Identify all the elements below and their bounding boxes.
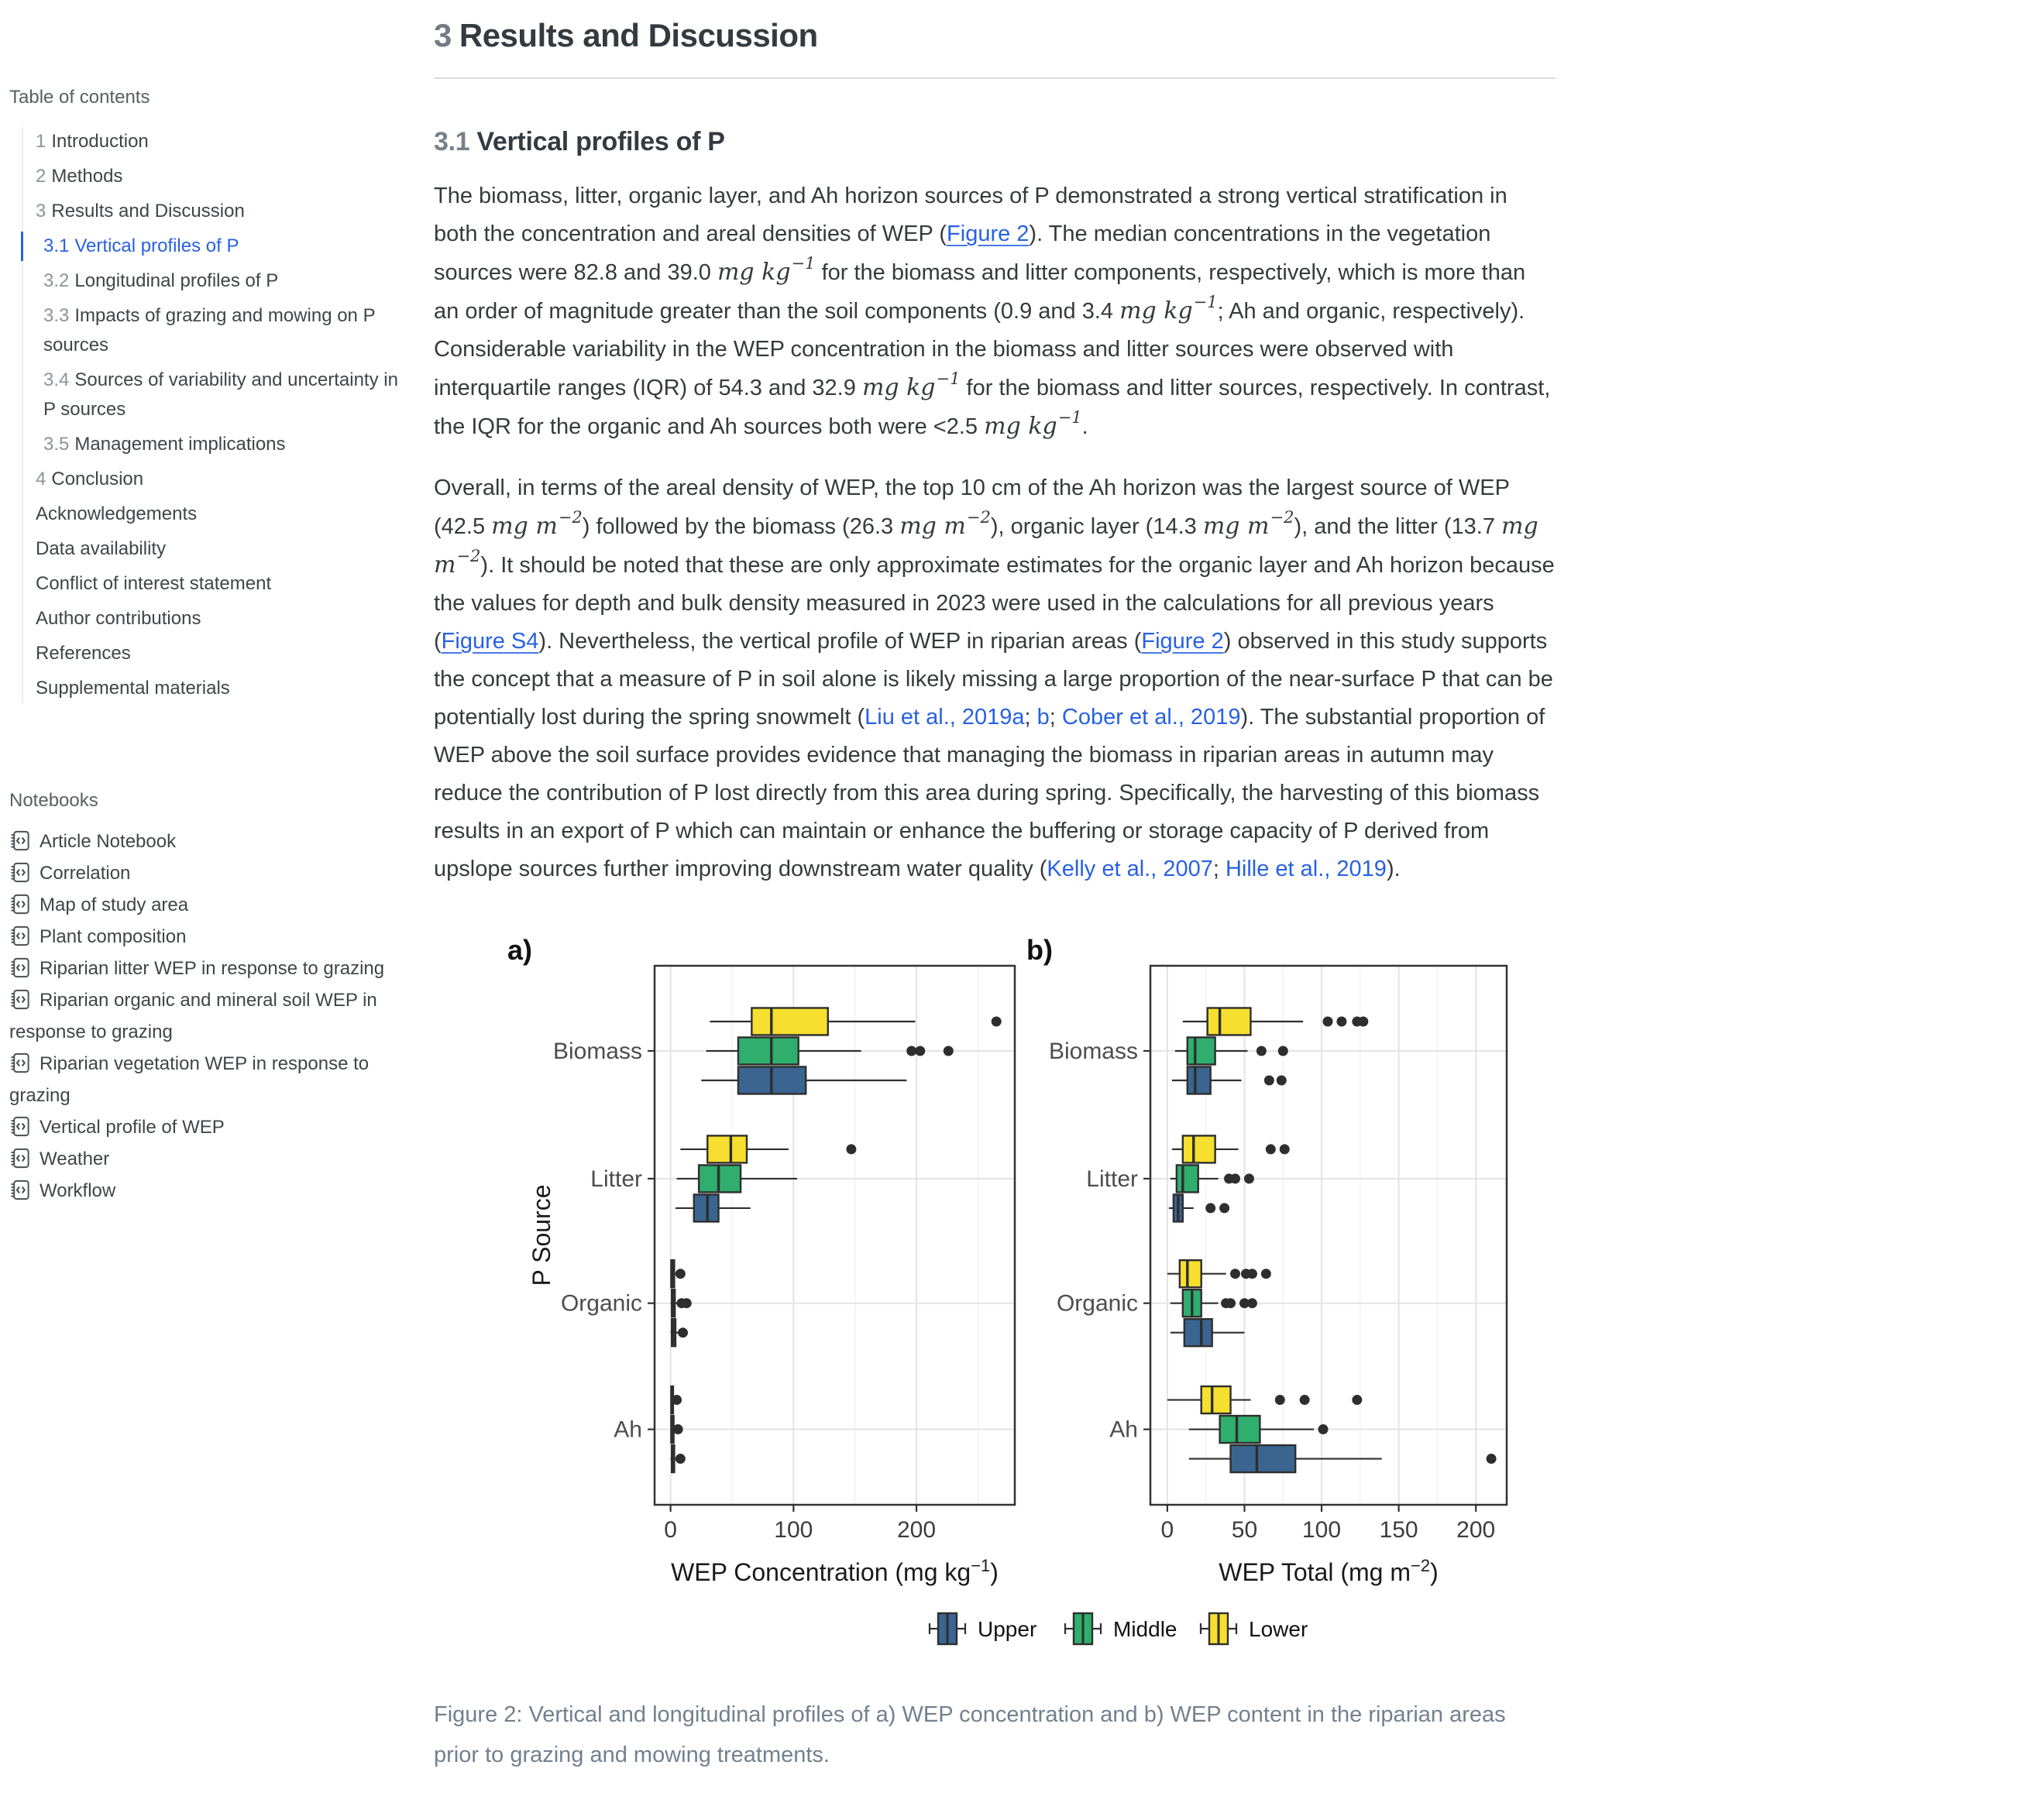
svg-text:100: 100 bbox=[1302, 1517, 1342, 1543]
toc-item-number: 3 bbox=[36, 201, 46, 221]
math-unit: mg $kg^{-1}$ bbox=[984, 408, 1082, 440]
toc-item-active[interactable]: 3.1 Vertical profiles of P bbox=[21, 232, 403, 261]
toc-item[interactable]: 3 Results and Discussion bbox=[36, 201, 245, 221]
toc-item-number: 3.4 bbox=[43, 369, 70, 390]
notebook-code-icon bbox=[9, 989, 30, 1010]
svg-text:Middle: Middle bbox=[1113, 1617, 1177, 1641]
toc-item-number: 3.3 bbox=[43, 305, 70, 326]
svg-text:Biomass: Biomass bbox=[1048, 1038, 1138, 1064]
figure-link[interactable]: Figure 2 bbox=[947, 221, 1030, 246]
notebook-code-icon bbox=[9, 925, 30, 946]
citation-link[interactable]: b bbox=[1036, 705, 1050, 730]
citation-link[interactable]: Hille et al., 2019 bbox=[1225, 857, 1387, 881]
citation-link[interactable]: Liu et al., 2019a bbox=[865, 705, 1025, 730]
boxplot-figure bbox=[434, 932, 1556, 1660]
svg-text:0: 0 bbox=[664, 1517, 677, 1543]
notebook-item[interactable]: Riparian organic and mineral soil WEP in response to grazing bbox=[9, 990, 377, 1042]
citation-link[interactable]: Kelly et al., 2007 bbox=[1047, 857, 1213, 881]
svg-text:50: 50 bbox=[1231, 1517, 1258, 1543]
table-of-contents bbox=[22, 127, 403, 703]
toc-item[interactable]: 3.5 Management implications bbox=[43, 434, 286, 455]
toc-item-number: 3.1 bbox=[43, 235, 70, 256]
svg-text:150: 150 bbox=[1379, 1517, 1418, 1543]
toc-item[interactable]: References bbox=[36, 643, 131, 664]
svg-text:a): a) bbox=[507, 934, 533, 966]
notebook-code-icon bbox=[9, 1148, 30, 1169]
paragraph-1: The biomass, litter, organic layer, and Ah horizon sources of P demonstrated a strong vertical stratification in both the concentration and areal densities of WEP (Figure 2). The median concentrations in the vegetation sources were 82.8 and 39.0 mg $kg^{-1}$ for the biomass and litter components, respectively, which is more than an order of magnitude greater than the soil components (0.9 and 3.4 mg $kg^{-1}$; Ah and organic, respectively). Considerable variability in the WEP concentration in the biomass and litter sources were observed with interquartile ranges (IQR) of 54.3 and 32.9 mg $kg^{-1}$ for the biomass and litter sources, respectively. In contrast, the IQR for the organic and Ah sources both were <2.5 mg $kg^{-1}$. bbox=[434, 184, 1551, 440]
toc-item[interactable]: 3.3 Impacts of grazing and mowing on P sources bbox=[43, 305, 376, 355]
svg-text:WEP Total (mg m−2): WEP Total (mg $m^{-2}$) bbox=[1219, 1556, 1439, 1586]
toc-item-number: 4 bbox=[36, 469, 46, 489]
math-unit: mg $kg^{-1}$ bbox=[717, 254, 816, 286]
figure-link[interactable]: Figure S4 bbox=[441, 629, 539, 654]
notebook-item[interactable]: Correlation bbox=[9, 857, 403, 889]
subsection-number: 3.1 bbox=[434, 127, 470, 156]
notebook-item[interactable]: Weather bbox=[9, 1143, 403, 1175]
svg-text:Litter: Litter bbox=[1086, 1166, 1138, 1192]
notebook-code-icon bbox=[9, 1180, 30, 1200]
toc-item[interactable]: 3.4 Sources of variability and uncertainty in P sources bbox=[43, 369, 398, 420]
figure-link[interactable]: Figure 2 bbox=[1141, 629, 1224, 654]
toc-item-number: 2 bbox=[36, 166, 46, 187]
toc-item[interactable]: Supplemental materials bbox=[36, 678, 230, 699]
svg-text:P Source: P Source bbox=[528, 1184, 555, 1286]
toc-item[interactable]: 3.2 Longitudinal profiles of P bbox=[43, 270, 279, 291]
notebooks-section bbox=[9, 790, 403, 1207]
notebook-item[interactable]: Riparian vegetation WEP in response to grazing bbox=[9, 1053, 370, 1106]
citation-link[interactable]: Cober et al., 2019 bbox=[1061, 705, 1241, 730]
svg-text:Organic: Organic bbox=[1056, 1290, 1138, 1317]
toc-item[interactable]: 1 Introduction bbox=[36, 131, 149, 152]
notebooks-title: Notebooks bbox=[9, 790, 98, 811]
toc-item[interactable]: 4 Conclusion bbox=[36, 469, 144, 489]
notebook-item[interactable]: Article Notebook bbox=[9, 826, 403, 857]
svg-text:200: 200 bbox=[1456, 1517, 1496, 1543]
svg-text:Upper: Upper bbox=[978, 1617, 1037, 1641]
math-unit: mg $kg^{-1}$ bbox=[1119, 293, 1218, 325]
subsection-heading bbox=[434, 127, 1556, 157]
toc-item[interactable]: Data availability bbox=[36, 538, 167, 559]
section-title: Results and Discussion bbox=[459, 17, 818, 53]
panel-a bbox=[507, 934, 1015, 1586]
math-unit: mg $m^{-2}$ bbox=[434, 513, 1538, 579]
math-unit: mg $m^{-2}$ bbox=[899, 508, 991, 540]
notebook-code-icon bbox=[9, 894, 30, 915]
svg-text:Ah: Ah bbox=[614, 1417, 642, 1443]
notebook-code-icon bbox=[9, 1053, 30, 1073]
notebook-item[interactable]: Map of study area bbox=[9, 889, 403, 921]
toc-title: Table of contents bbox=[9, 87, 150, 108]
figure-caption: Figure 2: Vertical and longitudinal profiles of a) WEP concentration and b) WEP content in the riparian areas prior to grazing and mowing treatments. bbox=[434, 1702, 1506, 1767]
notebook-item[interactable]: Vertical profile of WEP bbox=[9, 1111, 403, 1143]
math-unit: mg $m^{-2}$ bbox=[491, 508, 583, 540]
svg-text:Biomass: Biomass bbox=[552, 1038, 642, 1064]
section-heading bbox=[434, 17, 1556, 79]
notebook-code-icon bbox=[9, 1116, 30, 1137]
svg-text:Ah: Ah bbox=[1109, 1417, 1138, 1443]
toc-item-number: 3.5 bbox=[43, 434, 70, 455]
figure-legend bbox=[930, 1613, 1308, 1644]
section-number: 3 bbox=[434, 17, 452, 53]
svg-text:Litter: Litter bbox=[590, 1166, 642, 1192]
article-content bbox=[434, 0, 1556, 1775]
svg-text:b): b) bbox=[1026, 934, 1053, 966]
svg-text:WEP Concentration (mg kg−1): WEP Concentration (mg $kg^{-1}$) bbox=[671, 1556, 999, 1586]
svg-text:200: 200 bbox=[897, 1517, 937, 1543]
math-unit: mg $kg^{-1}$ bbox=[861, 369, 961, 401]
notebook-item[interactable]: Riparian litter WEP in response to grazing bbox=[9, 953, 403, 984]
notebook-code-icon bbox=[9, 957, 30, 978]
svg-text:0: 0 bbox=[1160, 1517, 1174, 1543]
math-unit: mg $m^{-2}$ bbox=[1202, 508, 1294, 540]
notebook-item[interactable]: Workflow bbox=[9, 1175, 403, 1207]
sidebar bbox=[9, 87, 403, 1207]
notebook-item[interactable]: Plant composition bbox=[9, 921, 403, 953]
toc-item-number: 3.2 bbox=[43, 270, 70, 291]
svg-text:Organic: Organic bbox=[560, 1290, 642, 1317]
toc-item-number: 1 bbox=[36, 131, 46, 152]
toc-item[interactable]: 2 Methods bbox=[36, 166, 123, 187]
svg-text:Lower: Lower bbox=[1249, 1617, 1308, 1641]
notebook-code-icon bbox=[9, 830, 30, 851]
notebook-code-icon bbox=[9, 862, 30, 883]
panel-b bbox=[1026, 934, 1507, 1586]
figure-2 bbox=[434, 932, 1556, 1775]
toc-item[interactable]: Author contributions bbox=[36, 608, 201, 629]
paragraph-2: Overall, in terms of the areal density of WEP, the top 10 cm of the Ah horizon was the largest source of WEP (42.5 mg $m^{-2}$) followed by the biomass (26.3 mg $m^{-2}$), organic layer (14.3 mg $m^{-2}$), and the litter (13.7 mg $m^{-2}$). It should be noted that these are only approximate estimates for the organic layer and Ah horizon because the values for depth and bulk density measured in 2023 were used in the calculations for all previous years (Figure S4). Nevertheless, the vertical profile of WEP in riparian areas (Figure 2) observed in this study supports the concept that a measure of P in soil alone is likely missing a large proportion of the near-surface P that can be potentially lost during the spring snowmelt (Liu et al., 2019a; b; Cober et al., 2019). The substantial proportion of WEP above the soil surface provides evidence that managing the biomass in riparian areas in autumn may reduce the contribution of P lost directly from this area during spring. Specifically, the harvesting of this biomass results in an export of P which can maintain or enhance the buffering or storage capacity of P derived from upslope sources further improving downstream water quality (Kelly et al., 2007; Hille et al., 2019). bbox=[434, 476, 1555, 881]
toc-item[interactable]: Conflict of interest statement bbox=[36, 573, 272, 594]
subsection-title: Vertical profiles of P bbox=[476, 127, 725, 156]
svg-text:100: 100 bbox=[774, 1517, 813, 1543]
toc-item[interactable]: Acknowledgements bbox=[36, 503, 198, 524]
notebooks-list bbox=[9, 826, 403, 1207]
